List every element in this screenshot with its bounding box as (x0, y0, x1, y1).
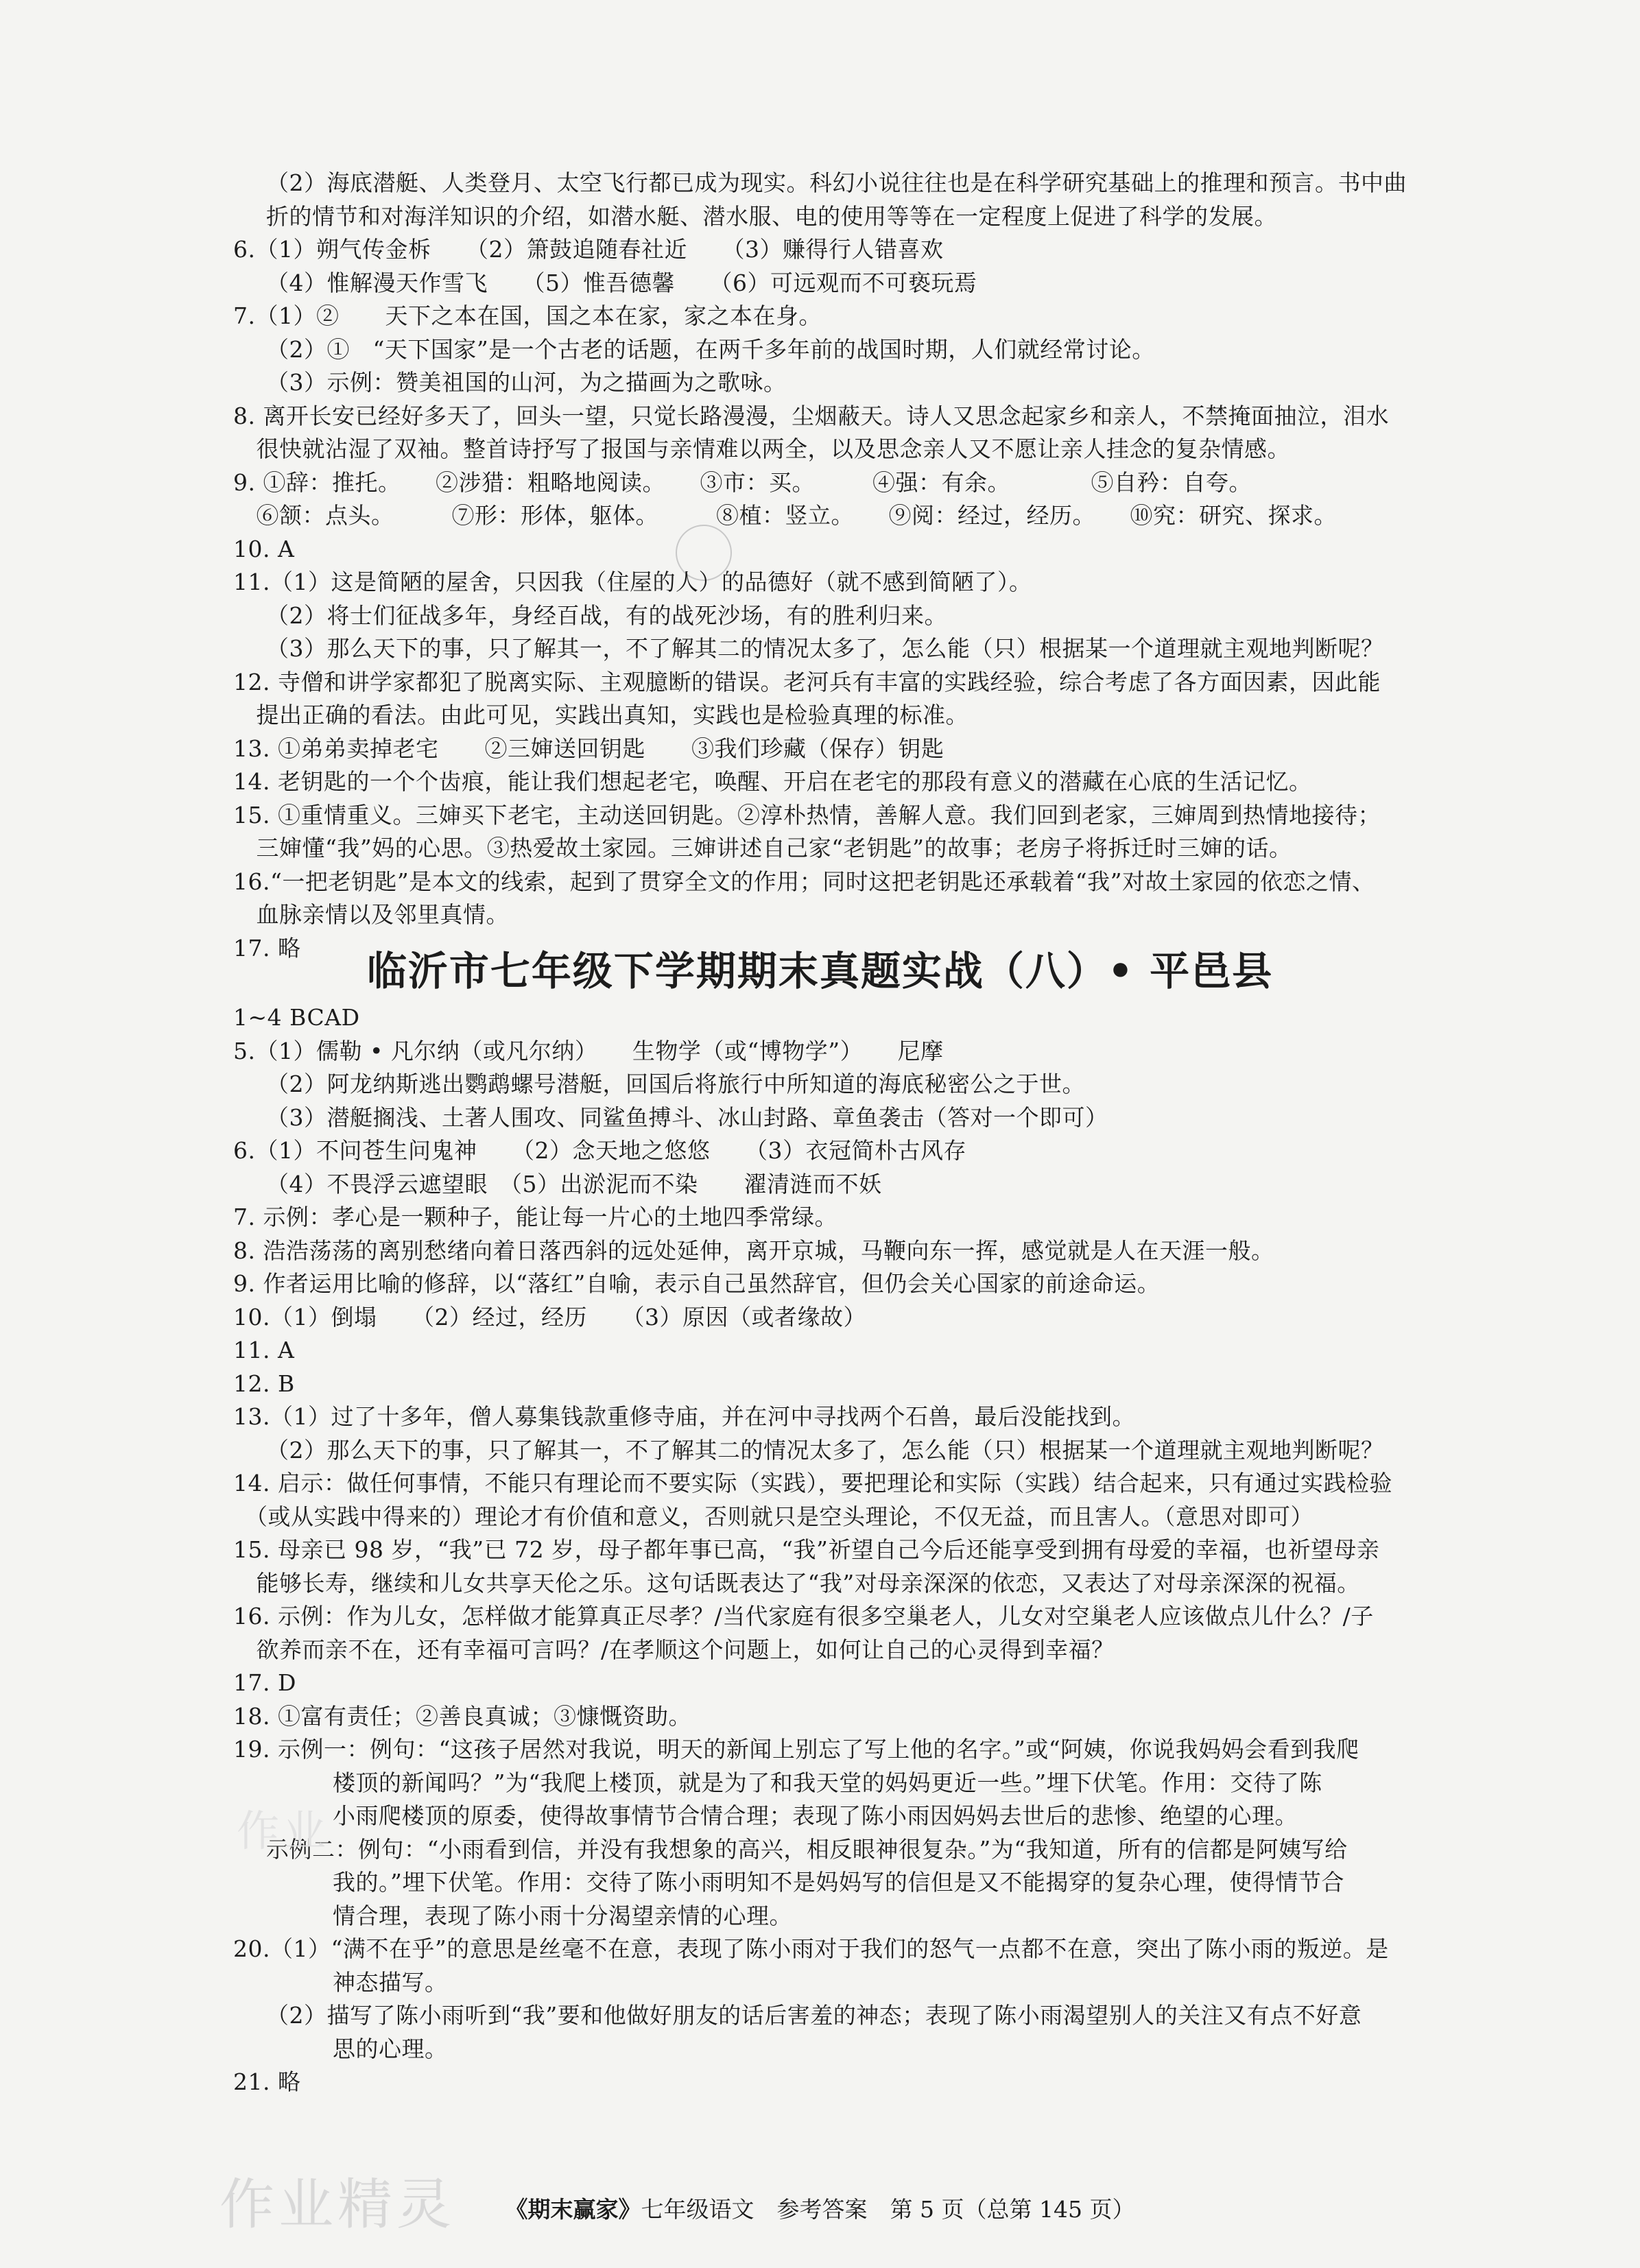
answer-line: 9. ①辞：推托。 ②涉猎：粗略地阅读。 ③市：买。 ④强：有余。 ⑤自矜：自夸。 (233, 468, 1252, 496)
watermark: 作业精灵 (219, 2173, 455, 2236)
answers-part-2 (233, 1001, 1427, 2099)
answer-line: （3）那么天下的事，只了解其一，不了解其二的情况太多了，怎么能（只）根据某一个道理就主观地判断呢？ (266, 635, 1384, 662)
answer-line: 20.（1）“满不在乎”的意思是丝毫不在意，表现了陈小雨对于我们的怒气一点都不在意，突出了陈小雨的叛逆。是 (233, 1935, 1389, 1962)
answer-line: 示例二：例句：“小雨看到信，并没有我想象的高兴，相反眼神很复杂。”为“我知道，所有的信都是阿姨写给 (266, 1835, 1348, 1863)
answer-line: （2）阿龙纳斯逃出鹦鹉螺号潜艇，回国后将旅行中所知道的海底秘密公之于世。 (266, 1071, 1085, 1097)
answer-line: 17. 略 (233, 934, 301, 962)
answer-line: （3）潜艇搁浅、土著人围攻、同鲨鱼搏斗、冰山封路、章鱼袭击（答对一个即可） (266, 1103, 1108, 1131)
answer-line: 11. A (233, 1337, 295, 1363)
answer-line: 16. 示例：作为儿女，怎样做才能算真正尽孝？/当代家庭有很多空巢老人，儿女对空巢老人应该做点儿什么？/子 (233, 1603, 1374, 1630)
answer-line: 折的情节和对海洋知识的介绍，如潜水艇、潜水服、电的使用等等在一定程度上促进了科学的发展。 (266, 202, 1277, 230)
footer-page-info: 七年级语文 参考答案 第 5 页（总第 145 页） (641, 2196, 1135, 2223)
answer-line: 5.（1）儒勒 • 凡尔纳（或凡尔纳） 生物学（或“博物学”） 尼摩 (233, 1037, 944, 1064)
answer-line: 我的。”埋下伏笔。作用：交待了陈小雨明知不是妈妈写的信但是又不能揭穿的复杂心理，使得情节合 (333, 1869, 1344, 1896)
answer-line: 11.（1）这是简陋的屋舍，只因我（住屋的人）的品德好（就不感到简陋了）。 (233, 569, 1032, 595)
answer-line: 8. 浩浩荡荡的离别愁绪向着日落西斜的远处延伸，离开京城，马鞭向东一挥，感觉就是人在天涯一般。 (233, 1237, 1274, 1264)
answer-line: 19. 示例一：例句：“这孩子居然对我说，明天的新闻上别忘了写上他的名字。”或“阿姨，你说我妈妈会看到我爬 (233, 1736, 1359, 1763)
answer-line: 6.（1）不问苍生问鬼神 （2）念天地之悠悠 （3）衣冠简朴古风存 (233, 1137, 966, 1164)
answer-line: （2）将士们征战多年，身经百战，有的战死沙场，有的胜利归来。 (266, 601, 947, 629)
answer-line: 神态描写。 (333, 1968, 448, 1996)
answer-line: 12. B (233, 1370, 295, 1397)
answer-line: 7. 示例：孝心是一颗种子，能让每一片心的土地四季常绿。 (233, 1204, 837, 1230)
answer-line: 小雨爬楼顶的原委，使得故事情节合情合理；表现了陈小雨因妈妈去世后的悲惨、绝望的心理。 (333, 1802, 1298, 1829)
answer-line: 8. 离开长安已经好多天了，回头一望，只觉长路漫漫，尘烟蔽天。诗人又思念起家乡和亲人，不禁掩面抽泣，泪水 (233, 402, 1389, 429)
answer-line: 提出正确的看法。由此可见，实践出真知，实践也是检验真理的标准。 (233, 702, 968, 728)
answer-line: （3）示例：赞美祖国的山河，为之描画为之歌咏。 (266, 369, 787, 396)
answer-line: 10.（1）倒塌 （2）经过，经历 （3）原因（或者缘故） (233, 1303, 866, 1330)
answer-line: 12. 寺僧和讲学家都犯了脱离实际、主观臆断的错误。老河兵有丰富的实践经验，综合考虑了各方面因素，因此能 (233, 668, 1381, 695)
answer-line: 欲养而亲不在，还有幸福可言吗？/在孝顺这个问题上，如何让自己的心灵得到幸福？ (233, 1636, 1115, 1663)
answer-line: （2）描写了陈小雨听到“我”要和他做好朋友的话后害羞的神态；表现了陈小雨渴望别人的关注又有点不好意 (266, 2002, 1362, 2029)
answer-line: 13.（1）过了十多年，僧人募集钱款重修寺庙，并在河中寻找两个石兽，最后没能找到。 (233, 1403, 1135, 1430)
answers-part-1 (233, 167, 1427, 965)
footer-book-title: 《期末赢家》 (505, 2196, 641, 2223)
answer-line: 9. 作者运用比喻的修辞，以“落红”自喻，表示自己虽然辞官，但仍会关心国家的前途命运。 (233, 1270, 1161, 1297)
answer-line: 6.（1）朔气传金柝 （2）箫鼓追随春社近 （3）赚得行人错喜欢 (233, 236, 944, 263)
answer-line: 14. 启示：做任何事情，不能只有理论而不要实际（实践），要把理论和实际（实践）结合起来，只有通过实践检验 (233, 1470, 1392, 1496)
answer-line: 21. 略 (233, 2068, 301, 2095)
answer-line: （2）海底潜艇、人类登月、太空飞行都已成为现实。科幻小说往往也是在科学研究基础上的推理和预言。书中曲 (266, 169, 1407, 196)
answer-line: 楼顶的新闻吗？”为“我爬上楼顶，就是为了和我天堂的妈妈更近一些。”埋下伏笔。作用：交待了陈 (333, 1769, 1322, 1796)
answer-line: （4）不畏浮云遮望眼 （5）出淤泥而不染 濯清涟而不妖 (266, 1170, 882, 1197)
answer-line: 13. ①弟弟卖掉老宅 ②三婶送回钥匙 ③我们珍藏（保存）钥匙 (233, 735, 944, 762)
answer-line: 7.（1）② 天下之本在国，国之本在家，家之本在身。 (233, 302, 822, 329)
answer-line: 15. ①重情重义。三婶买下老宅，主动送回钥匙。②淳朴热情，善解人意。我们回到老家，三婶周到热情地接待； (233, 801, 1381, 828)
answer-line: 1~4 BCAD (233, 1004, 360, 1031)
answer-line: 15. 母亲已 98 岁，“我”已 72 岁，母子都年事已高，“我”祈望自己今后还能享受到拥有母爱的幸福，也祈望母亲 (233, 1536, 1380, 1563)
answer-line: 血脉亲情以及邻里真情。 (233, 901, 509, 928)
watermark-mid: 作业 (237, 1806, 331, 1856)
answer-line: 思的心理。 (333, 2035, 448, 2062)
answer-line: （2）那么天下的事，只了解其一，不了解其二的情况太多了，怎么能（只）根据某一个道理就主观地判断呢？ (266, 1436, 1384, 1464)
answer-line: （或从实践中得来的）理论才有价值和意义，否则就只是空头理论，不仅无益，而且害人。（意思对即可） (233, 1503, 1314, 1530)
answer-line: 17. D (233, 1669, 296, 1696)
section-title: 临沂市七年级下学期期末真题实战（八）• 平邑县 (366, 948, 1274, 994)
answer-line: 14. 老钥匙的一个个齿痕，能让我们想起老宅，唤醒、开启在老宅的那段有意义的潜藏在心底的生活记忆。 (233, 768, 1312, 795)
answer-line: 10. A (233, 535, 295, 562)
answer-line: （4）惟解漫天作雪飞 （5）惟吾德馨 （6）可远观而不可亵玩焉 (266, 269, 977, 296)
answer-line: 情合理，表现了陈小雨十分渴望亲情的心理。 (333, 1902, 792, 1929)
answer-line: 能够长寿，继续和儿女共享天伦之乐。这句话既表达了“我”对母亲深深的依恋，又表达了对母亲深深的祝福。 (233, 1569, 1360, 1597)
answer-line: ⑥颔：点头。 ⑦形：形体，躯体。 ⑧植：竖立。 ⑨阅：经过，经历。 ⑩究：研究、探求。 (233, 502, 1337, 529)
answer-line: 很快就沾湿了双袖。整首诗抒写了报国与亲情难以两全，以及思念亲人又不愿让亲人挂念的复杂情感。 (233, 435, 1290, 462)
answer-line: 18. ①富有责任；②善良真诚；③慷慨资助。 (233, 1702, 691, 1730)
answer-line: 16.“一把老钥匙”是本文的线索，起到了贯穿全文的作用；同时这把老钥匙还承载着“我”对故土家园的依恋之情、 (233, 868, 1375, 895)
answer-line: （2）① “天下国家”是一个古老的话题，在两千多年前的战国时期，人们就经常讨论。 (266, 335, 1155, 363)
answer-line: 三婶懂“我”妈的心思。③热爱故土家园。三婶讲述自己家“老钥匙”的故事；老房子将拆迁时三婶的话。 (233, 835, 1292, 861)
